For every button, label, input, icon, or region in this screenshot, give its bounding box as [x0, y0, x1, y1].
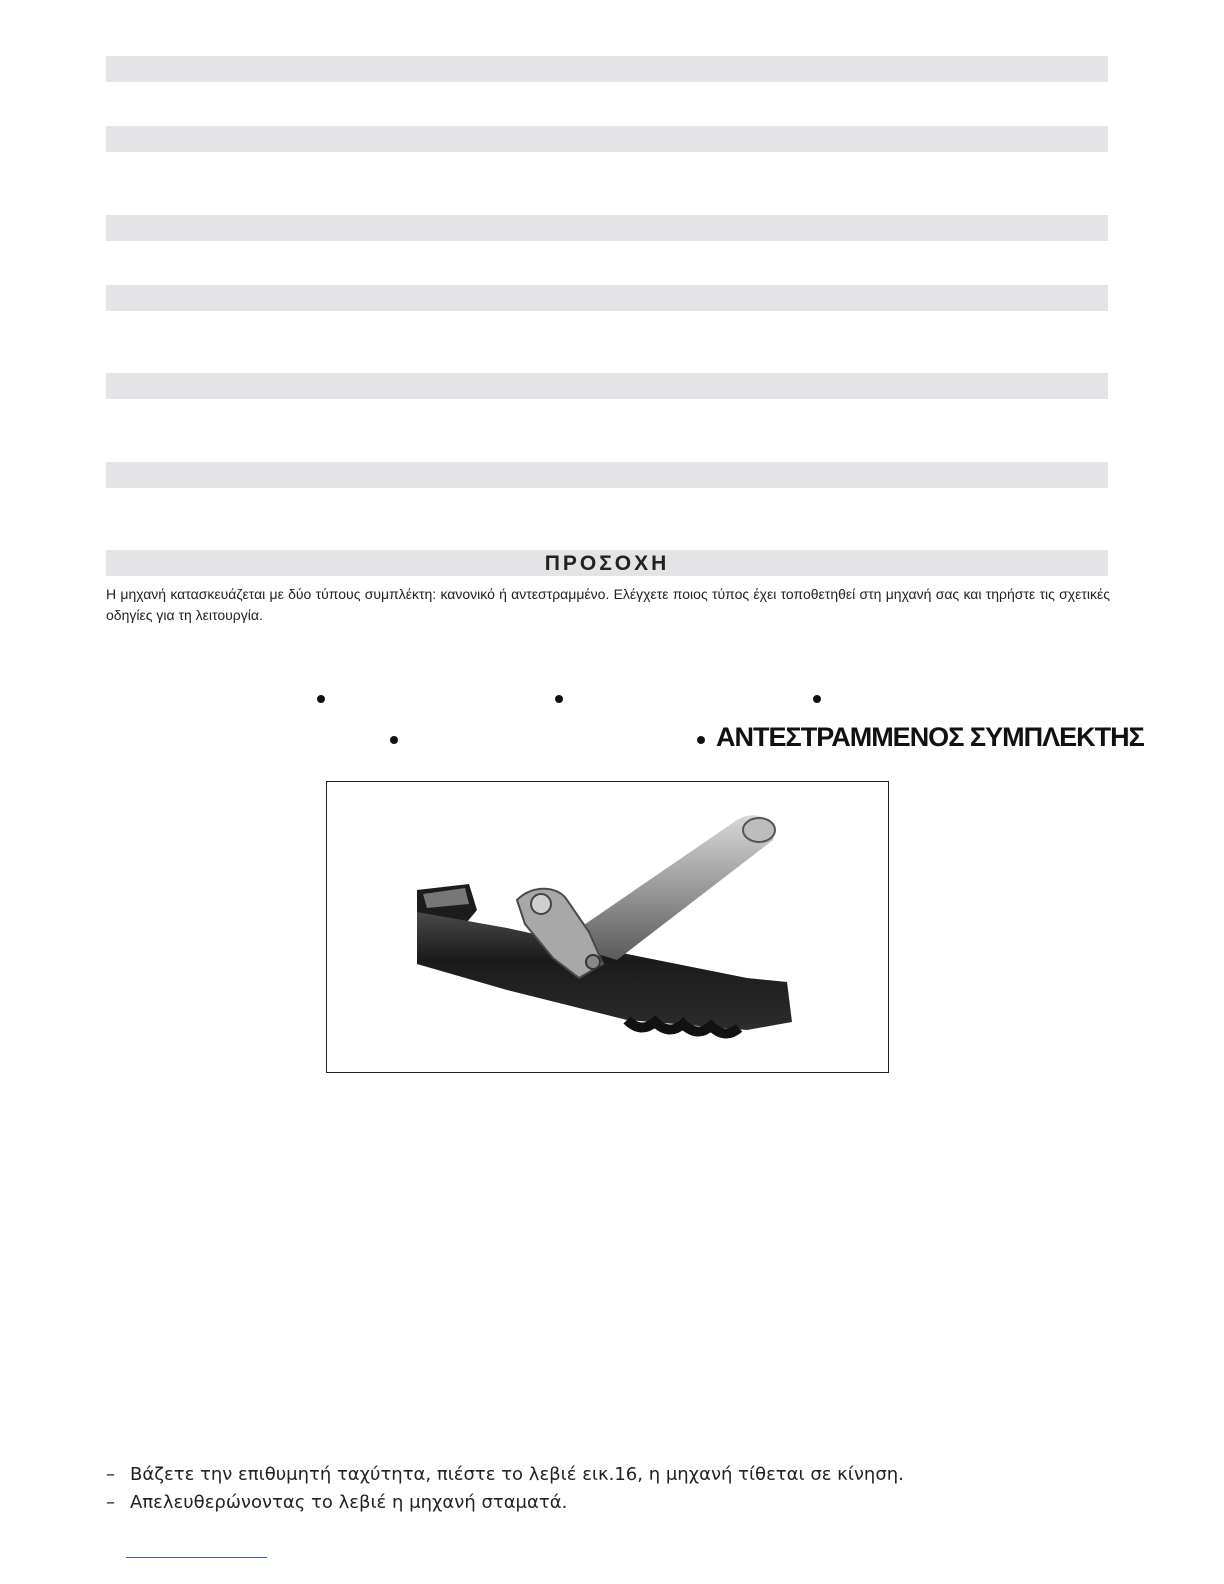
step-text: Βάζετε την επιθυμητή ταχύτητα, πιέστε το λεβιέ εικ.16, η μηχανή τίθεται σε κίνηση. [130, 1464, 904, 1485]
figure-frame [326, 781, 889, 1073]
warning-title-bar [106, 550, 1108, 576]
bullet [390, 736, 398, 744]
step-item [106, 1492, 567, 1513]
warning-text: Η μηχανή κατασκευάζεται με δύο τύπους συμπλέκτη: κανονικό ή αντεστραμμένο. Ελέγχετε ποιος τύπος έχει τοποθετηθεί στη μηχανή σας και τηρήστε τις σχετικές οδηγίες για τη λειτουργία. [106, 586, 1110, 623]
section-heading: ΑΝΤΕΣΤΡΑΜΜΕΝΟΣ ΣΥΜΠΛΕΚΤΗΣ [716, 722, 1144, 752]
section-bar [106, 215, 1108, 241]
section-bar [106, 285, 1108, 311]
warning-title: ΠΡΟΣΟΧΗ [544, 552, 670, 575]
step-dash: – [106, 1464, 115, 1485]
section-bar [106, 126, 1108, 152]
bullet [813, 695, 821, 703]
bullet [555, 695, 563, 703]
section-bar [106, 373, 1108, 399]
section-bar [106, 462, 1108, 488]
step-item [106, 1464, 904, 1485]
bullet [317, 695, 325, 703]
section-bar [106, 56, 1108, 82]
clutch-lever-icon [327, 782, 888, 1072]
footer-rule [126, 1557, 267, 1558]
step-text: Απελευθερώνοντας το λεβιέ η μηχανή σταματά. [130, 1492, 568, 1513]
step-dash: – [106, 1492, 115, 1513]
bullet [697, 736, 705, 744]
